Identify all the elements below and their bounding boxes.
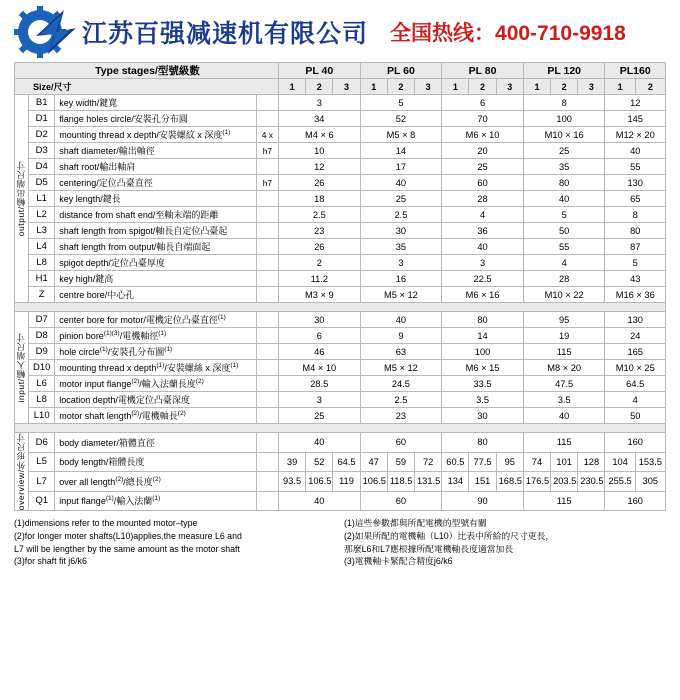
row-code: D5 bbox=[29, 175, 55, 191]
value-cell: 63 bbox=[360, 344, 442, 360]
row-unit: h7 bbox=[256, 143, 278, 159]
value-cell: 80 bbox=[442, 433, 524, 453]
value-cell: M5 × 12 bbox=[360, 287, 442, 303]
row-code: D3 bbox=[29, 143, 55, 159]
value-cell: 203.5 bbox=[551, 472, 578, 492]
value-cell: 74 bbox=[523, 452, 550, 472]
table-row bbox=[15, 328, 666, 344]
table-row bbox=[15, 433, 666, 453]
value-cell: M5 × 8 bbox=[360, 127, 442, 143]
stage-header: 1 bbox=[442, 79, 469, 95]
row-label: key width/鍵寬 bbox=[55, 95, 257, 111]
value-cell: 26 bbox=[278, 175, 360, 191]
row-unit bbox=[256, 360, 278, 376]
row-label: spigot depth/定位凸臺厚度 bbox=[55, 255, 257, 271]
value-cell: 101 bbox=[551, 452, 578, 472]
row-unit bbox=[256, 271, 278, 287]
row-code: D6 bbox=[29, 433, 55, 453]
stage-header: 3 bbox=[333, 79, 360, 95]
value-cell: 55 bbox=[605, 159, 666, 175]
row-unit bbox=[256, 223, 278, 239]
value-cell: 130 bbox=[605, 312, 666, 328]
row-unit bbox=[256, 408, 278, 424]
value-cell: 3.5 bbox=[523, 392, 605, 408]
stage-header: 2 bbox=[306, 79, 333, 95]
section-side-label: input/輸入端尺寸 bbox=[15, 312, 29, 424]
value-cell: 151 bbox=[469, 472, 496, 492]
value-cell: 26 bbox=[278, 239, 360, 255]
row-code: L3 bbox=[29, 223, 55, 239]
row-code: Q1 bbox=[29, 491, 55, 511]
page-header bbox=[0, 0, 680, 62]
value-cell: 40 bbox=[360, 312, 442, 328]
value-cell: 60 bbox=[360, 491, 442, 511]
row-label: motor shaft length$^{(2)}$/電機軸長$^{(2)}$ bbox=[55, 408, 257, 424]
value-cell: 131.5 bbox=[415, 472, 442, 492]
value-cell: 95 bbox=[523, 312, 605, 328]
value-cell: 134 bbox=[442, 472, 469, 492]
value-cell: 20 bbox=[442, 143, 524, 159]
row-label: body diameter/箱體直徑 bbox=[55, 433, 257, 453]
value-cell: 72 bbox=[415, 452, 442, 472]
value-cell: 22.5 bbox=[442, 271, 524, 287]
value-cell: 36 bbox=[442, 223, 524, 239]
value-cell: 64.5 bbox=[333, 452, 360, 472]
table-row bbox=[15, 223, 666, 239]
stage-header: 2 bbox=[635, 79, 665, 95]
value-cell: 52 bbox=[306, 452, 333, 472]
value-cell: 176.5 bbox=[523, 472, 550, 492]
value-cell: 40 bbox=[278, 491, 360, 511]
table-row bbox=[15, 175, 666, 191]
value-cell: 25 bbox=[278, 408, 360, 424]
value-cell: 6 bbox=[442, 95, 524, 111]
value-cell: 93.5 bbox=[278, 472, 305, 492]
value-cell: 30 bbox=[360, 223, 442, 239]
value-cell: M4 × 10 bbox=[278, 360, 360, 376]
value-cell: 59 bbox=[387, 452, 414, 472]
value-cell: 8 bbox=[523, 95, 605, 111]
row-code: D7 bbox=[29, 312, 55, 328]
row-unit bbox=[256, 207, 278, 223]
row-unit bbox=[256, 433, 278, 453]
value-cell: 5 bbox=[360, 95, 442, 111]
value-cell: 60 bbox=[442, 175, 524, 191]
table-row bbox=[15, 344, 666, 360]
table-header-stages bbox=[15, 79, 666, 95]
footnote-line: 那麼L6和L7應根據所配電機軸長度適當加長 bbox=[344, 543, 514, 554]
section-spacer bbox=[15, 303, 666, 312]
value-cell: 115 bbox=[523, 491, 605, 511]
value-cell: 77.5 bbox=[469, 452, 496, 472]
row-label: location depth/電機定位凸臺深度 bbox=[55, 392, 257, 408]
row-label: flange holes circle/安裝孔分布圓 bbox=[55, 111, 257, 127]
footnotes bbox=[0, 511, 680, 568]
value-cell: M4 × 6 bbox=[278, 127, 360, 143]
table-row bbox=[15, 191, 666, 207]
value-cell: 4 bbox=[442, 207, 524, 223]
section-side-label: overview/外形尺寸 bbox=[15, 433, 29, 511]
row-unit bbox=[256, 255, 278, 271]
header-type-stages: Type stages/型號級數 bbox=[15, 63, 279, 79]
row-unit bbox=[256, 392, 278, 408]
value-cell: 30 bbox=[278, 312, 360, 328]
value-cell: 130 bbox=[605, 175, 666, 191]
value-cell: 46 bbox=[278, 344, 360, 360]
value-cell: 40 bbox=[278, 433, 360, 453]
row-code: B1 bbox=[29, 95, 55, 111]
value-cell: 3 bbox=[278, 392, 360, 408]
table-header-types bbox=[15, 63, 666, 79]
company-logo-icon bbox=[14, 6, 76, 58]
value-cell: 65 bbox=[605, 191, 666, 207]
value-cell: 43 bbox=[605, 271, 666, 287]
table-row bbox=[15, 111, 666, 127]
value-cell: 118.5 bbox=[387, 472, 414, 492]
row-code: L2 bbox=[29, 207, 55, 223]
value-cell: 47.5 bbox=[523, 376, 605, 392]
row-code: D2 bbox=[29, 127, 55, 143]
table-row bbox=[15, 143, 666, 159]
row-code: L10 bbox=[29, 408, 55, 424]
value-cell: M6 × 15 bbox=[442, 360, 524, 376]
value-cell: 39 bbox=[278, 452, 305, 472]
stage-header: 2 bbox=[387, 79, 414, 95]
row-code: D4 bbox=[29, 159, 55, 175]
value-cell: 3.5 bbox=[442, 392, 524, 408]
value-cell: 115 bbox=[523, 344, 605, 360]
value-cell: 11.2 bbox=[278, 271, 360, 287]
row-label: mounting thread x depth$^{(1)}$/安裝螺絲 x 深度$^{(1)}$ bbox=[55, 360, 257, 376]
value-cell: 17 bbox=[360, 159, 442, 175]
value-cell: 40 bbox=[523, 191, 605, 207]
hotline-text: 全国热线：400-710-9918 bbox=[390, 22, 626, 45]
value-cell: 50 bbox=[523, 223, 605, 239]
value-cell: 8 bbox=[605, 207, 666, 223]
row-unit: h7 bbox=[256, 175, 278, 191]
value-cell: 119 bbox=[333, 472, 360, 492]
row-label: key high/鍵高 bbox=[55, 271, 257, 287]
value-cell: 80 bbox=[605, 223, 666, 239]
value-cell: 160 bbox=[605, 491, 666, 511]
table-row bbox=[15, 452, 666, 472]
value-cell: 14 bbox=[360, 143, 442, 159]
value-cell: 60 bbox=[360, 433, 442, 453]
footnote-line: (1)dimensions refer to the mounted motor–type bbox=[14, 518, 198, 529]
value-cell: 10 bbox=[278, 143, 360, 159]
value-cell: 2.5 bbox=[360, 392, 442, 408]
value-cell: 128 bbox=[578, 452, 605, 472]
table-row bbox=[15, 392, 666, 408]
value-cell: 28 bbox=[442, 191, 524, 207]
row-code: L6 bbox=[29, 376, 55, 392]
row-label: input flange$^{(1)}$/輸入法蘭$^{(1)}$ bbox=[55, 491, 257, 511]
value-cell: M8 × 20 bbox=[523, 360, 605, 376]
value-cell: 35 bbox=[360, 239, 442, 255]
row-code: D1 bbox=[29, 111, 55, 127]
row-label: mounting thread x depth/安裝螺紋 x 深度$^{(1)}$ bbox=[55, 127, 257, 143]
footnote-line: L7 will be lengther by the same amount as the motor shaft bbox=[14, 543, 240, 554]
table-row bbox=[15, 239, 666, 255]
value-cell: 60.5 bbox=[442, 452, 469, 472]
value-cell: M10 × 16 bbox=[523, 127, 605, 143]
value-cell: 40 bbox=[523, 408, 605, 424]
table-row bbox=[15, 255, 666, 271]
value-cell: 28 bbox=[523, 271, 605, 287]
footnotes-chinese bbox=[344, 517, 666, 568]
footnote-line: (3)for shaft fit j6/k6 bbox=[14, 556, 87, 567]
value-cell: 34 bbox=[278, 111, 360, 127]
value-cell: 230.5 bbox=[578, 472, 605, 492]
value-cell: 19 bbox=[523, 328, 605, 344]
table-row bbox=[15, 312, 666, 328]
value-cell: 305 bbox=[635, 472, 665, 492]
value-cell: 153.5 bbox=[635, 452, 665, 472]
stage-header: 2 bbox=[551, 79, 578, 95]
row-unit bbox=[256, 452, 278, 472]
table-row bbox=[15, 491, 666, 511]
row-code: L1 bbox=[29, 191, 55, 207]
row-code: Z bbox=[29, 287, 55, 303]
value-cell: 24.5 bbox=[360, 376, 442, 392]
row-unit bbox=[256, 239, 278, 255]
value-cell: 70 bbox=[442, 111, 524, 127]
value-cell: 106.5 bbox=[360, 472, 387, 492]
row-label: key length/鍵長 bbox=[55, 191, 257, 207]
row-label: shaft length from spigot/軸長自定位凸臺起 bbox=[55, 223, 257, 239]
footnotes-english bbox=[14, 517, 344, 568]
value-cell: 50 bbox=[605, 408, 666, 424]
stage-header: 1 bbox=[278, 79, 305, 95]
section-side-label: output/輸出端尺寸 bbox=[15, 95, 29, 303]
row-label: centering/定位凸臺直徑 bbox=[55, 175, 257, 191]
row-unit: 4 x bbox=[256, 127, 278, 143]
value-cell: 3 bbox=[278, 95, 360, 111]
value-cell: 47 bbox=[360, 452, 387, 472]
value-cell: 55 bbox=[523, 239, 605, 255]
row-code: L5 bbox=[29, 452, 55, 472]
value-cell: 80 bbox=[523, 175, 605, 191]
row-label: hole circle$^{(1)}$/安裝孔分布圖$^{(1)}$ bbox=[55, 344, 257, 360]
table-row bbox=[15, 360, 666, 376]
stage-header: 3 bbox=[415, 79, 442, 95]
value-cell: 100 bbox=[523, 111, 605, 127]
row-label: body length/箱體長度 bbox=[55, 452, 257, 472]
table-row bbox=[15, 472, 666, 492]
table-row bbox=[15, 159, 666, 175]
table-row bbox=[15, 95, 666, 111]
type-header: PL160 bbox=[605, 63, 666, 79]
value-cell: 35 bbox=[523, 159, 605, 175]
stage-header: 2 bbox=[469, 79, 496, 95]
row-unit bbox=[256, 328, 278, 344]
row-label: shaft length from output/軸長自端面起 bbox=[55, 239, 257, 255]
value-cell: 115 bbox=[523, 433, 605, 453]
row-code: D10 bbox=[29, 360, 55, 376]
footnote-line: (2)for longer moter shafts(L10)applies,the measure L6 and bbox=[14, 530, 242, 541]
value-cell: M5 × 12 bbox=[360, 360, 442, 376]
value-cell: 168.5 bbox=[496, 472, 523, 492]
value-cell: 25 bbox=[360, 191, 442, 207]
row-unit bbox=[256, 287, 278, 303]
value-cell: 3 bbox=[360, 255, 442, 271]
value-cell: 2.5 bbox=[278, 207, 360, 223]
row-label: over all length$^{(2)}$/總長度$^{(2)}$ bbox=[55, 472, 257, 492]
footnote-line: (2)如果所配的電機軸（L10）比表中所給的尺寸更長， bbox=[344, 530, 555, 541]
table-row bbox=[15, 287, 666, 303]
value-cell: 52 bbox=[360, 111, 442, 127]
value-cell: M12 × 20 bbox=[605, 127, 666, 143]
value-cell: 87 bbox=[605, 239, 666, 255]
specification-table bbox=[14, 62, 666, 511]
value-cell: 25 bbox=[523, 143, 605, 159]
table-row bbox=[15, 271, 666, 287]
value-cell: 80 bbox=[442, 312, 524, 328]
row-code: L4 bbox=[29, 239, 55, 255]
value-cell: 12 bbox=[605, 95, 666, 111]
table-row bbox=[15, 127, 666, 143]
stage-header: 3 bbox=[496, 79, 523, 95]
value-cell: 104 bbox=[605, 452, 635, 472]
value-cell: 40 bbox=[442, 239, 524, 255]
table-row bbox=[15, 376, 666, 392]
value-cell: 33.5 bbox=[442, 376, 524, 392]
row-unit bbox=[256, 491, 278, 511]
value-cell: 9 bbox=[360, 328, 442, 344]
row-unit bbox=[256, 111, 278, 127]
row-unit bbox=[256, 191, 278, 207]
value-cell: M10 × 22 bbox=[523, 287, 605, 303]
value-cell: M6 × 10 bbox=[442, 127, 524, 143]
value-cell: 255.5 bbox=[605, 472, 635, 492]
footnote-line: (1)這些參數都與所配電機的型號有關 bbox=[344, 518, 487, 529]
value-cell: 3 bbox=[442, 255, 524, 271]
type-header: PL 80 bbox=[442, 63, 524, 79]
value-cell: M16 × 36 bbox=[605, 287, 666, 303]
value-cell: M6 × 16 bbox=[442, 287, 524, 303]
row-label: distance from shaft end/至軸末端的距離 bbox=[55, 207, 257, 223]
value-cell: 30 bbox=[442, 408, 524, 424]
section-spacer bbox=[15, 424, 666, 433]
type-header: PL 40 bbox=[278, 63, 360, 79]
value-cell: 2.5 bbox=[360, 207, 442, 223]
value-cell: 25 bbox=[442, 159, 524, 175]
stage-header: 1 bbox=[523, 79, 550, 95]
value-cell: 40 bbox=[605, 143, 666, 159]
row-unit bbox=[256, 344, 278, 360]
row-unit bbox=[256, 95, 278, 111]
value-cell: 6 bbox=[278, 328, 360, 344]
value-cell: 23 bbox=[278, 223, 360, 239]
row-unit bbox=[256, 159, 278, 175]
table-row bbox=[15, 207, 666, 223]
table-row bbox=[15, 408, 666, 424]
row-label: center bore for motor/電機定位凸臺直徑$^{(1)}$ bbox=[55, 312, 257, 328]
value-cell: M10 × 25 bbox=[605, 360, 666, 376]
value-cell: 28.5 bbox=[278, 376, 360, 392]
row-code: H1 bbox=[29, 271, 55, 287]
value-cell: 64.5 bbox=[605, 376, 666, 392]
row-unit bbox=[256, 472, 278, 492]
type-header: PL 60 bbox=[360, 63, 442, 79]
stage-header: 1 bbox=[360, 79, 387, 95]
row-label: shaft diameter/輸出軸徑 bbox=[55, 143, 257, 159]
row-code: D8 bbox=[29, 328, 55, 344]
value-cell: 100 bbox=[442, 344, 524, 360]
row-label: centre bore/中心孔 bbox=[55, 287, 257, 303]
value-cell: 12 bbox=[278, 159, 360, 175]
value-cell: 95 bbox=[496, 452, 523, 472]
spec-table-wrapper bbox=[0, 62, 680, 511]
row-unit bbox=[256, 312, 278, 328]
value-cell: 14 bbox=[442, 328, 524, 344]
value-cell: 106.5 bbox=[306, 472, 333, 492]
value-cell: 4 bbox=[523, 255, 605, 271]
value-cell: 4 bbox=[605, 392, 666, 408]
value-cell: 2 bbox=[278, 255, 360, 271]
row-code: L8 bbox=[29, 392, 55, 408]
stage-header: 3 bbox=[578, 79, 605, 95]
value-cell: 145 bbox=[605, 111, 666, 127]
value-cell: 24 bbox=[605, 328, 666, 344]
value-cell: 18 bbox=[278, 191, 360, 207]
value-cell: 165 bbox=[605, 344, 666, 360]
row-label: motor input flange$^{(2)}$/輸入法蘭長度$^{(2)}$ bbox=[55, 376, 257, 392]
value-cell: 5 bbox=[523, 207, 605, 223]
company-name: 江苏百强减速机有限公司 bbox=[82, 20, 369, 48]
row-unit bbox=[256, 376, 278, 392]
row-label: pinion bore$^{(1)(3)}$/電機軸徑$^{(1)}$ bbox=[55, 328, 257, 344]
header-size: Size/尺寸 bbox=[15, 79, 279, 95]
value-cell: 160 bbox=[605, 433, 666, 453]
type-header: PL 120 bbox=[523, 63, 605, 79]
value-cell: 23 bbox=[360, 408, 442, 424]
value-cell: M3 × 9 bbox=[278, 287, 360, 303]
footnote-line: (3)電機軸卡緊配合精度j6/k6 bbox=[344, 556, 453, 567]
row-code: L8 bbox=[29, 255, 55, 271]
value-cell: 16 bbox=[360, 271, 442, 287]
row-code: D9 bbox=[29, 344, 55, 360]
value-cell: 40 bbox=[360, 175, 442, 191]
value-cell: 5 bbox=[605, 255, 666, 271]
row-code: L7 bbox=[29, 472, 55, 492]
row-label: shaft root/輸出軸肩 bbox=[55, 159, 257, 175]
stage-header: 1 bbox=[605, 79, 635, 95]
value-cell: 90 bbox=[442, 491, 524, 511]
